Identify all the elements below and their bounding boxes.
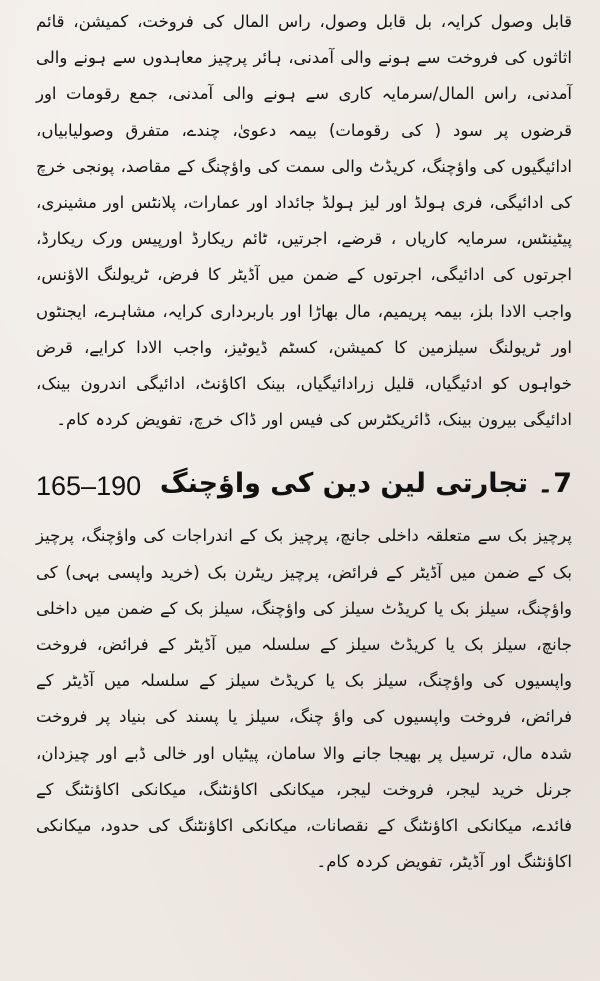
paragraph-contents-1: قابل وصول کرایہ، بل قابل وصول، راس المال کی فروخت، کمیشن، قائم اثاثوں کی فروخت سے ہونے والی آمدنی، ہائر پرچیز معاہدوں سے ہونے والی آمدنی، راس المال/سرمایہ کاری سے ہونے والی آمدنی، جمع رقومات اور قرضوں پر سود ( کی رقومات) بیمہ دعویٰ، چندے، متفرق وصولیابیاں، ادائیگیوں کی واؤچنگ، کریڈٹ والی سمت کی واؤچنگ کے مقاصد، پونجی خرچ کی ادائیگی، فری ہولڈ اور لیز ہولڈ جائداد اور عمارات، پلانٹس اور مشینری، پیٹینٹس، سرمایہ کاریاں ، قرضے، اجرتیں، ٹائم ریکارڈ اورپیس ورک ریکارڈ، اجرتوں کی ادائیگی، اجرتوں کے ضمن میں آڈیٹر کا فرض، ٹریولنگ الاؤنس، واجب الادا بلز، بیمہ پریمیم، مال بھاڑا اور باربرداری کرایہ، مشاہرے، ایجنٹوں اور ٹریولنگ سیلزمین کا کمیشن، کسٹم ڈیوٹیز، واجب الادا کرایے، قرض خواہوں کو ادئیگیاں، قلیل زرادائیگیاں، بینک اکاؤنٹ، ادائیگی اندرون بینک، ادائیگی بیرون بینک، ڈائریکٹرس کی فیس اور ڈاک خرچ، تفویض کردہ کام۔ [36,12,572,430]
section-title: 7۔ تجارتی لین دین کی واؤچنگ [159,468,572,500]
paragraph-contents-2: پرچیز بک سے متعلقہ داخلی جانچ، پرچیز بک کے اندراجات کی واؤچنگ، پرچیز بک کے ضمن میں آڈیٹر کے فرائض، پرچیز ریٹرن بک (خرید واپسی بہی) کی واؤچنگ، سیلز بک یا کریڈٹ سیلز کی واؤچنگ، سیلز بک کے ضمن میں داخلی جانچ، سیلز بک یا کریڈٹ سیلز کے سلسلہ میں آڈیٹر کے فرائض، فروخت واپسیوں کی واؤچنگ، سیلز بک یا کریڈٹ سیلز کے سلسلہ میں آڈیٹر کے فرائض، فروخت واپسیوں کی واؤ چنگ، سیلز یا پسند کی بنیاد پر فروخت شدہ مال، ترسیل پر بھیجا جانے والا سامان، پیٹیاں اور خالی ڈبے اور چیزدان، جرنل خرید لیجر، فروخت لیجر، میکانکی اکاؤنٹنگ، میکانکی اکاؤنٹنگ کے فائدے، میکانکی اکاؤنٹنگ کے نقصانات، میکانکی اکاؤنٹنگ کی حدود، میکانکی اکاؤنٹنگ اور آڈیٹر، تفویض کردہ کام۔ [36,526,572,872]
section-page-range: 165–190 [36,471,142,502]
section-heading [36,456,572,516]
